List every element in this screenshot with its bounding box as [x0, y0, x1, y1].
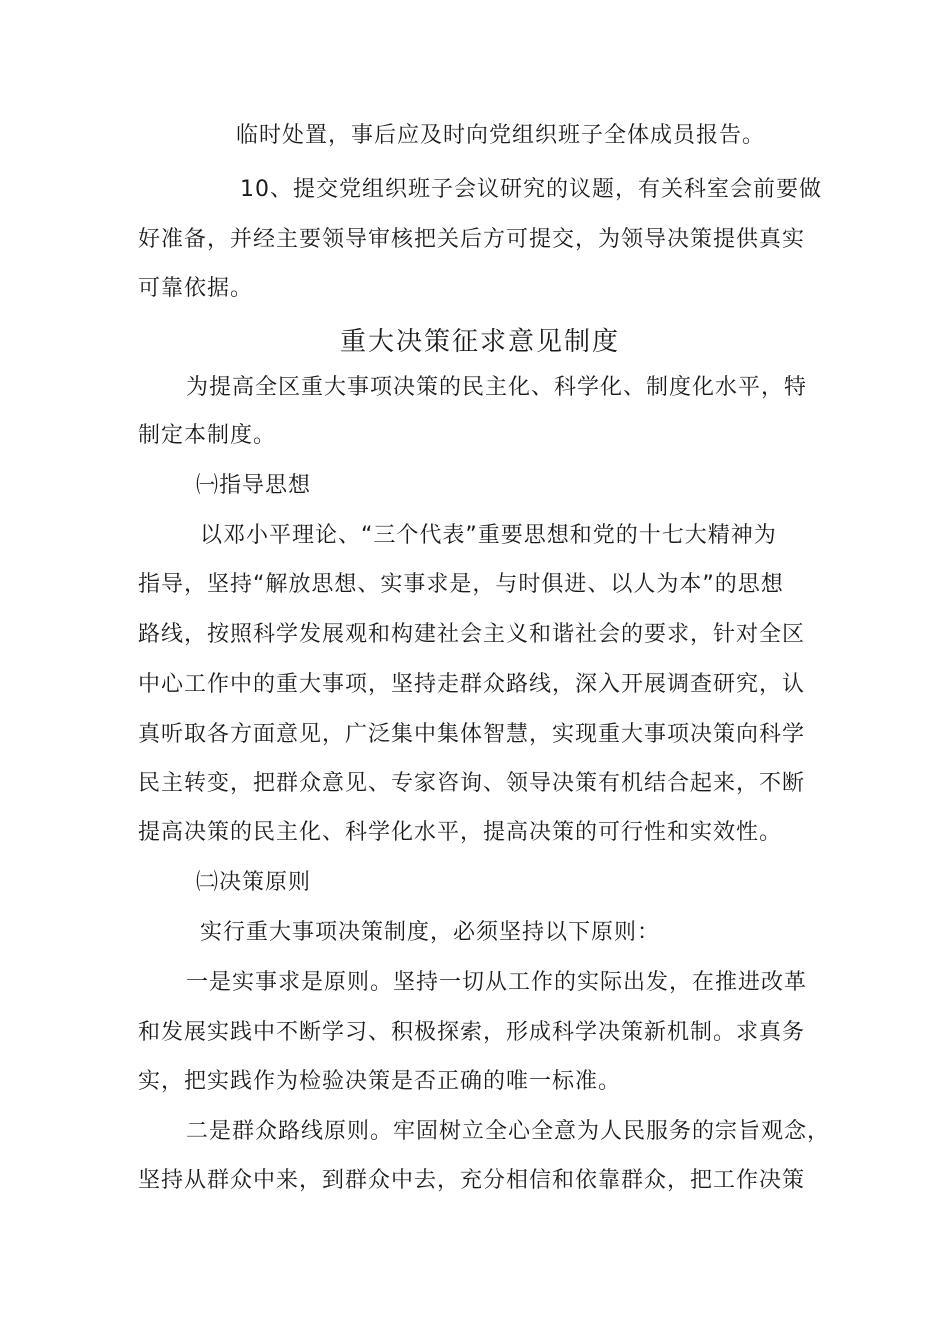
paragraph-line: 实行重大事项决策制度，必须坚持以下原则：	[200, 920, 661, 945]
paragraph-line: 10、提交党组织班子会议研究的议题，有关科室会前要做	[240, 177, 822, 202]
paragraph-line: 二是群众路线原则。牢固树立全心全意为人民服务的宗旨观念，	[186, 1119, 831, 1144]
paragraph-line: 坚持从群众中来，到群众中去，充分相信和依靠群众，把工作决策	[138, 1168, 806, 1193]
paragraph-line: 制定本制度。	[138, 423, 277, 448]
paragraph-line: 以邓小平理论、“三个代表”重要思想和党的十七大精神为	[200, 523, 777, 548]
paragraph-line: 一是实事求是原则。坚持一切从工作的实际出发，在推进改革	[186, 970, 808, 995]
paragraph-line: 路线，按照科学发展观和构建社会主义和谐社会的要求，针对全区	[138, 622, 806, 647]
paragraph-line: 民主转变，把群众意见、专家咨询、领导决策有机结合起来，不断	[138, 771, 806, 796]
paragraph-line: 真听取各方面意见，广泛集中集体智慧，实现重大事项决策向科学	[138, 722, 806, 747]
paragraph-line: 好准备，并经主要领导审核把关后方可提交，为领导决策提供真实	[138, 227, 806, 252]
section-heading: ㈡决策原则	[196, 870, 312, 895]
paragraph-line: 可靠依据。	[138, 276, 254, 301]
paragraph-line: 中心工作中的重大事项，坚持走群众路线，深入开展调查研究，认	[138, 672, 806, 697]
paragraph-line: 指导，坚持“解放思想、实事求是，与时俱进、以人为本”的思想	[138, 572, 784, 597]
paragraph-line: 和发展实践中不断学习、积极探索，形成科学决策新机制。求真务	[138, 1020, 806, 1045]
paragraph-line: 临时处置，事后应及时向党组织班子全体成员报告。	[236, 123, 766, 148]
paragraph-line: 提高决策的民主化、科学化水平，提高决策的可行性和实效性。	[138, 820, 783, 845]
paragraph-line: 实，把实践作为检验决策是否正确的唯一标准。	[138, 1069, 622, 1094]
section-heading: ㈠指导思想	[196, 473, 312, 498]
section-title: 重大决策征求意见制度	[339, 327, 620, 357]
paragraph-line: 为提高全区重大事项决策的民主化、科学化、制度化水平，特	[186, 375, 808, 400]
